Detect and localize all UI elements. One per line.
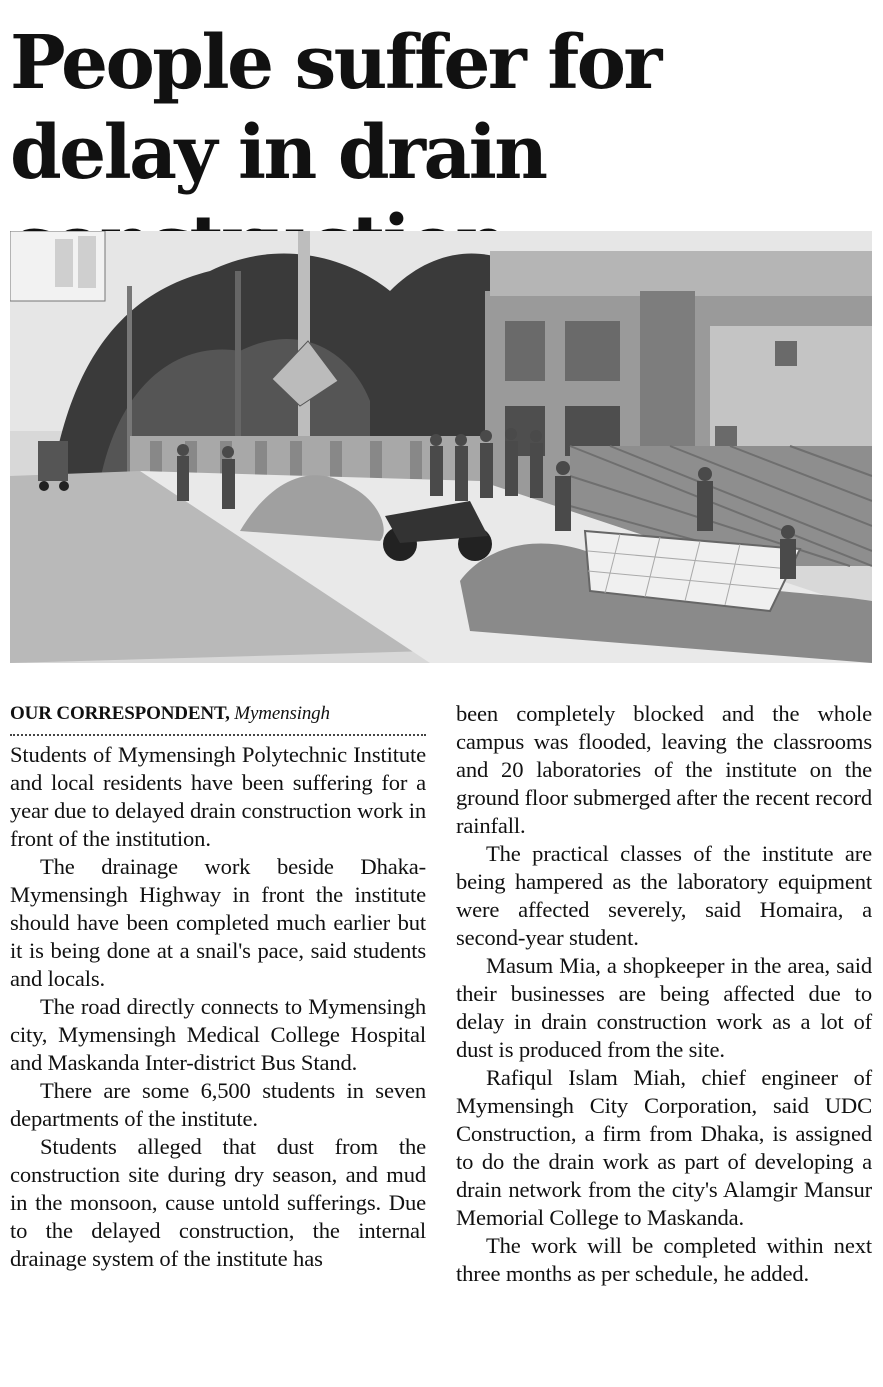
- paragraph-5: Students alleged that dust from the construction site during dry season, and mud in the monsoon, cause untold sufferings. Due to the delayed construction, the internal drainage system of the institute has: [10, 1134, 426, 1271]
- paragraph-3: The road directly connects to Mymensingh city, Mymensingh Medical College Hospital and Maskanda Inter-district Bus Stand.: [10, 994, 426, 1075]
- byline: [10, 700, 426, 736]
- paragraph-5-continued: been completely blocked and the whole campus was flooded, leaving the classrooms and 20 laboratories of the institute on the ground floor submerged after the recent record rainfall.: [456, 701, 872, 838]
- paragraph-4: There are some 6,500 students in seven departments of the institute.: [10, 1078, 426, 1131]
- paragraph-9: The work will be completed within next three months as per schedule, he added.: [456, 1233, 872, 1286]
- paragraph-7: Masum Mia, a shopkeeper in the area, said their businesses are being affected due to delay in drain construction work as a lot of dust is produced from the site.: [456, 953, 872, 1062]
- byline-author: OUR CORRESPONDENT,: [10, 703, 230, 724]
- paragraph-6: The practical classes of the institute are being hampered as the laboratory equipment were affected severely, said Homaira, a second-year student.: [456, 841, 872, 950]
- paragraph-8: Rafiqul Islam Miah, chief engineer of Mymensingh City Corporation, said UDC Construction, a firm from Dhaka, is assigned to do the drain work as part of developing a drain network from the city's Alamgir Mansur Memorial College to Maskanda.: [456, 1065, 872, 1230]
- paragraph-1: Students of Mymensingh Polytechnic Institute and local residents have been suffering for a year due to delayed drain construction work in front of the institution.: [10, 742, 426, 851]
- article-column-right: [456, 700, 872, 1288]
- headline: People suffer for delay in drain: [10, 20, 660, 196]
- byline-location: Mymensingh: [234, 703, 330, 724]
- paragraph-2: The drainage work beside Dhaka-Mymensingh Highway in front the institute should have been completed much earlier but it is being done at a snail's pace, said students and locals.: [10, 854, 426, 991]
- news-photo: [10, 231, 872, 663]
- article-column-left: [10, 700, 426, 1273]
